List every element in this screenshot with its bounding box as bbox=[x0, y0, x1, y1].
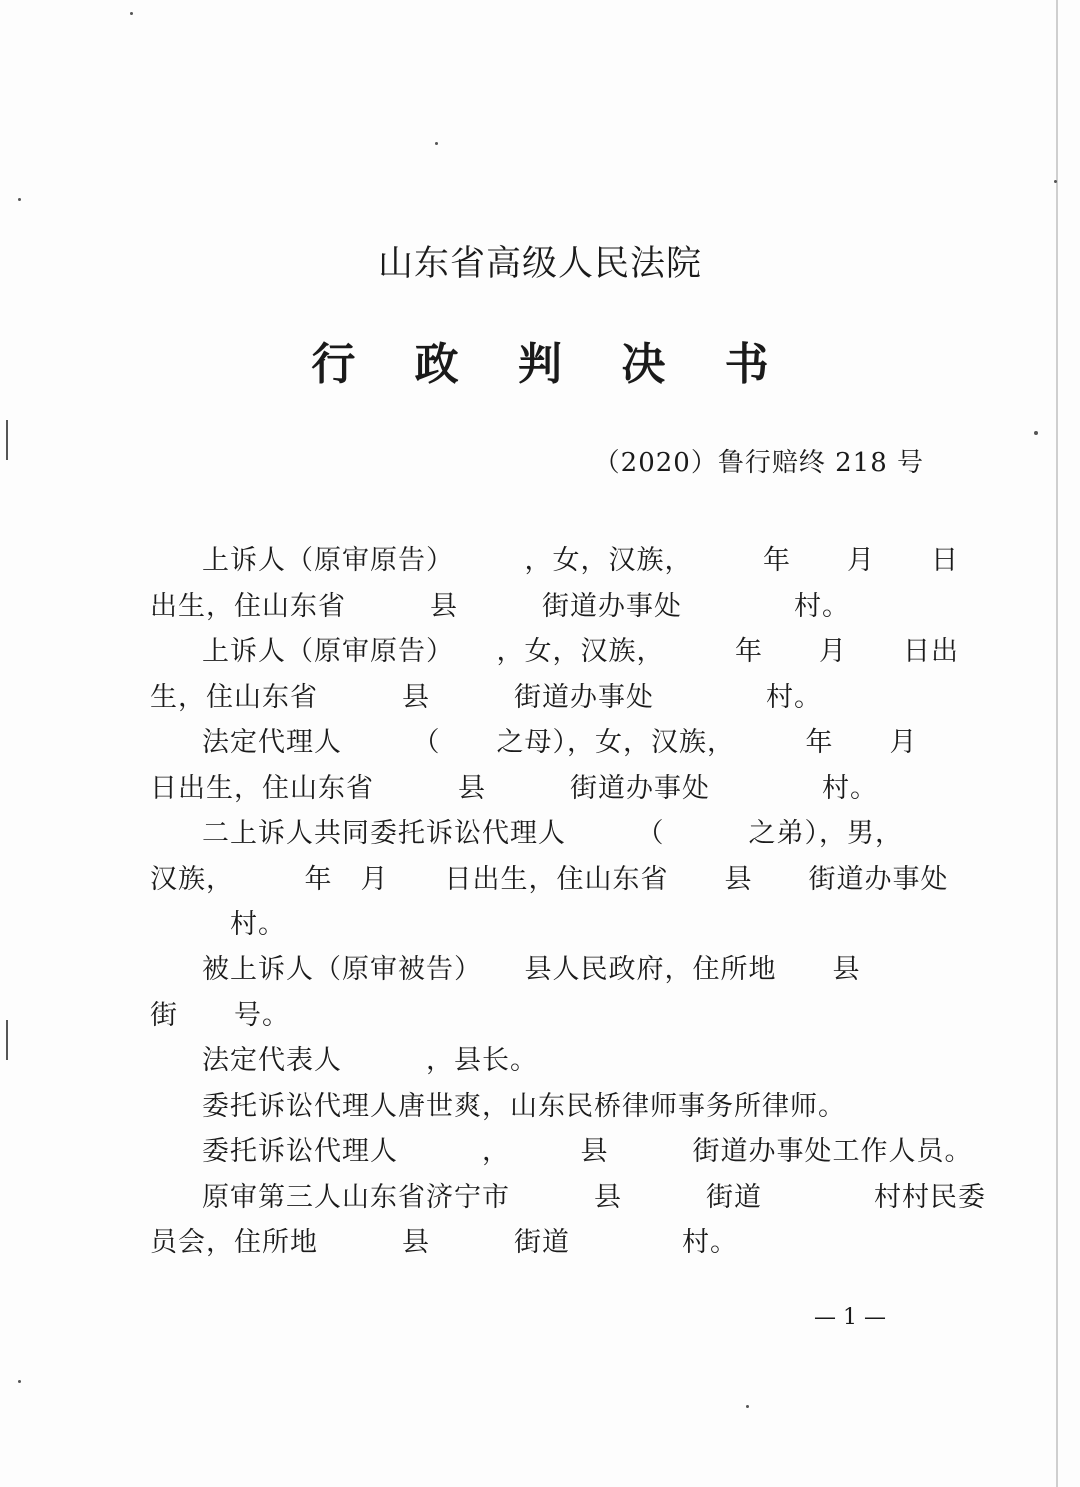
court-name: 山东省高级人民法院 bbox=[377, 244, 702, 284]
scan-speck bbox=[1054, 180, 1057, 183]
body-line: 汉族， 年 月 日出生，住山东省 县 街道办事处 bbox=[150, 864, 949, 895]
body-line: 出生，住山东省 县 街道办事处 村。 bbox=[150, 591, 850, 622]
scan-speck bbox=[435, 142, 438, 145]
page-number: — 1 — bbox=[814, 1305, 886, 1330]
page-edge bbox=[1056, 0, 1058, 1487]
scan-speck bbox=[130, 12, 133, 15]
body-line: 被上诉人（原审被告） 县人民政府，住所地 县 bbox=[202, 954, 861, 985]
scan-speck bbox=[746, 1405, 749, 1408]
body-line: 原审第三人山东省济宁市 县 街道 村村民委 bbox=[202, 1182, 986, 1213]
scan-mark bbox=[6, 420, 8, 460]
document-title: 行 政 判 决 书 bbox=[311, 339, 791, 390]
case-number: （2020）鲁行赔终 218 号 bbox=[593, 448, 924, 478]
body-line: 村。 bbox=[230, 909, 286, 940]
scan-speck bbox=[18, 198, 21, 201]
body-line: 生，住山东省 县 街道办事处 村。 bbox=[150, 682, 822, 713]
body-line: 上诉人（原审原告） ，女，汉族， 年 月 日 bbox=[202, 545, 959, 576]
scan-mark bbox=[6, 1020, 8, 1060]
body-line: 法定代理人 （ 之母），女，汉族， 年 月 bbox=[202, 727, 918, 758]
body-line: 二上诉人共同委托诉讼代理人 （ 之弟），男， bbox=[202, 818, 903, 849]
body-line: 委托诉讼代理人唐世爽，山东民桥律师事务所律师。 bbox=[202, 1091, 846, 1122]
scan-speck bbox=[1034, 431, 1038, 435]
body-line: 日出生，住山东省 县 街道办事处 村。 bbox=[150, 773, 878, 804]
body-line: 法定代表人 ，县长。 bbox=[202, 1045, 538, 1076]
body-line: 上诉人（原审原告） ，女，汉族， 年 月 日出 bbox=[202, 636, 959, 667]
body-line: 街 号。 bbox=[150, 1000, 290, 1031]
body-line: 员会，住所地 县 街道 村。 bbox=[150, 1227, 738, 1258]
scan-speck bbox=[18, 1380, 21, 1383]
body-line: 委托诉讼代理人 ， 县 街道办事处工作人员。 bbox=[202, 1136, 973, 1167]
